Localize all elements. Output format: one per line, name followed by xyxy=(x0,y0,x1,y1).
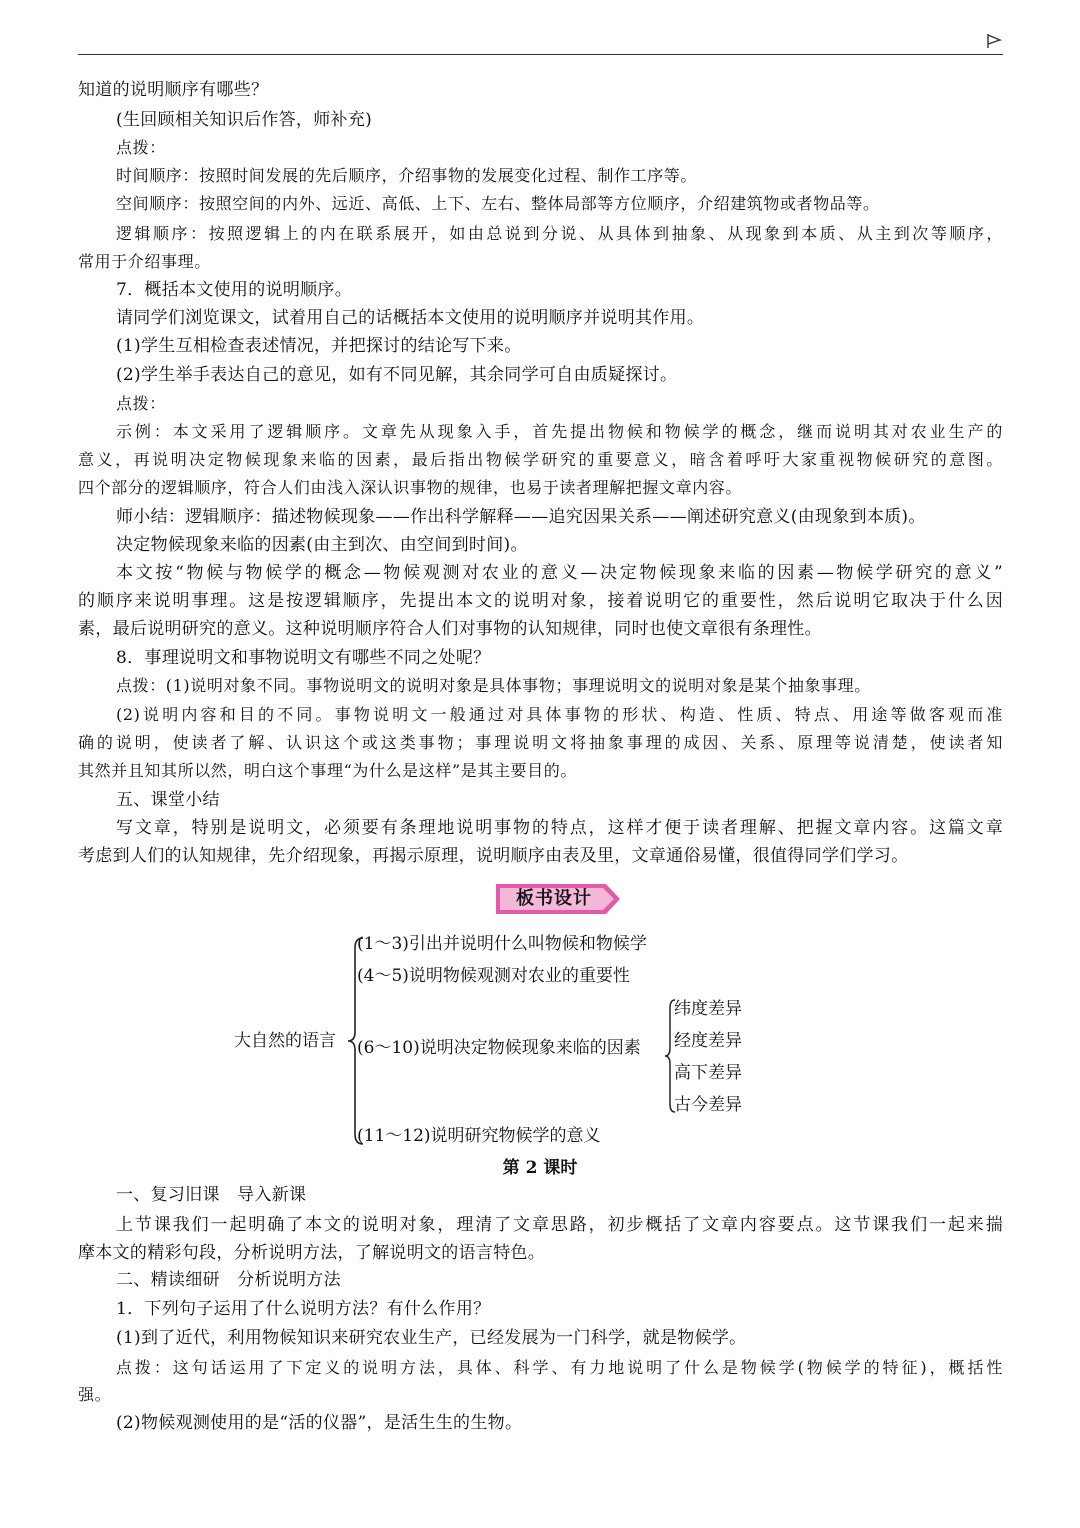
flag-icon xyxy=(985,33,1003,49)
header-rule xyxy=(78,54,1003,55)
text-line: 四个部分的逻辑顺序，符合人们由浅入深认识事物的规律，也易于读者理解把握文章内容。 xyxy=(78,478,743,497)
text-line: 知道的说明顺序有哪些？ xyxy=(78,80,269,100)
text-line: 逻辑顺序：按照逻辑上的内在联系展开，如由总说到分说、从具体到抽象、从现象到本质、从主到次等顺序， xyxy=(116,224,1003,243)
text-line: 请同学们浏览课文，试着用自己的话概括本文使用的说明顺序并说明其作用。 xyxy=(116,308,705,328)
text-line: 其然并且知其所以然，明白这个事理“为什么是这样”是其主要目的。 xyxy=(78,761,577,780)
board-item: (11～12)说明研究物候学的意义 xyxy=(357,1126,601,1146)
board-factor: 古今差异 xyxy=(674,1095,742,1115)
text-line: 上节课我们一起明确了本文的说明对象，理清了文章思路，初步概括了文章内容要点。这节课我们一起来揣 xyxy=(116,1215,1003,1235)
text-line: 7．概括本文使用的说明顺序。 xyxy=(116,280,353,300)
board-factor: 高下差异 xyxy=(674,1063,742,1083)
text-line: (2)说明内容和目的不同。事物说明文一般通过对具体事物的形状、构造、性质、特点、用途等做客观而准 xyxy=(116,705,1003,724)
text-line: (1)学生互相检查表述情况，并把探讨的结论写下来。 xyxy=(116,336,522,356)
text-line: 本文按“物候与物候学的概念—物候观测对农业的意义—决定物候现象来临的因素—物候学研究的意义” xyxy=(116,563,1003,583)
text-line: 二、精读细研 分析说明方法 xyxy=(116,1270,341,1290)
board-item: (1～3)引出并说明什么叫物候和物候学 xyxy=(357,934,647,954)
text-line: 1．下列句子运用了什么说明方法？有什么作用？ xyxy=(116,1299,491,1319)
text-line: 示例：本文采用了逻辑顺序。文章先从现象入手，首先提出物候和物候学的概念，继而说明其对农业生产的 xyxy=(116,422,1003,441)
board-title: 板书设计 xyxy=(516,888,592,909)
text-line: 点拨： xyxy=(116,138,166,157)
text-line: (2)物候观测使用的是“活的仪器”，是活生生的生物。 xyxy=(116,1413,523,1433)
text-line: 的顺序来说明事理。这是按逻辑顺序，先提出本文的说明对象，接着说明它的重要性，然后说明它取决于什么因 xyxy=(78,591,1003,611)
text-line: 决定物候现象来临的因素(由主到次、由空间到时间)。 xyxy=(116,535,528,555)
text-line: 8．事理说明文和事物说明文有哪些不同之处呢？ xyxy=(116,648,491,668)
text-line: 空间顺序：按照空间的内外、远近、高低、上下、左右、整体局部等方位顺序，介绍建筑物或者物品等。 xyxy=(116,194,880,213)
text-line: 确的说明，使读者了解、认识这个或这类事物；事理说明文将抽象事理的成因、关系、原理等说清楚，使读者知 xyxy=(78,733,1003,752)
text-line: 师小结：逻辑顺序：描述物候现象——作出科学解释——追究因果关系——阐述研究意义(由现象到本质)。 xyxy=(116,507,926,527)
text-line: (生回顾相关知识后作答，师补充) xyxy=(116,110,373,130)
text-line: 常用于介绍事理。 xyxy=(78,252,211,271)
text-line: (2)学生举手表达自己的意见，如有不同见解，其余同学可自由质疑探讨。 xyxy=(116,365,678,385)
board-factor: 纬度差异 xyxy=(674,999,742,1019)
text-line: 强。 xyxy=(78,1385,112,1404)
text-line: 写文章，特别是说明文，必须要有条理地说明事物的特点，这样才便于读者理解、把握文章内容。这篇文章 xyxy=(116,818,1003,838)
text-line: 点拨：(1)说明对象不同。事物说明文的说明对象是具体事物；事理说明文的说明对象是某个抽象事理。 xyxy=(116,676,871,695)
text-line: 考虑到人们的认知规律，先介绍现象，再揭示原理，说明顺序由表及里，文章通俗易懂，很值得同学们学习。 xyxy=(78,846,909,866)
text-line: 五、课堂小结 xyxy=(116,790,220,810)
board-item: (6～10)说明决定物候现象来临的因素 xyxy=(357,1038,641,1058)
text-line: 意义，再说明决定物候现象来临的因素，最后指出物候学研究的重要意义，暗含着呼吁大家重视物候研究的意图。 xyxy=(78,450,1003,469)
board-root: 大自然的语言 xyxy=(234,1031,336,1051)
board-factor: 经度差异 xyxy=(674,1031,742,1051)
text-line: 点拨： xyxy=(116,394,166,413)
lesson2-title: 第 2 课时 xyxy=(502,1158,578,1178)
text-line: 摩本文的精彩句段，分析说明方法，了解说明文的语言特色。 xyxy=(78,1243,546,1263)
board-item: (4～5)说明物候观测对农业的重要性 xyxy=(357,966,630,986)
text-line: (1)到了近代，利用物候知识来研究农业生产，已经发展为一门科学，就是物候学。 xyxy=(116,1328,747,1348)
text-line: 一、复习旧课 导入新课 xyxy=(116,1185,307,1205)
text-line: 时间顺序：按照时间发展的先后顺序，介绍事物的发展变化过程、制作工序等。 xyxy=(116,166,698,185)
text-line: 点拨：这句话运用了下定义的说明方法，具体、科学、有力地说明了什么是物候学(物候学的特征)，概括性 xyxy=(116,1358,1003,1377)
text-line: 素，最后说明研究的意义。这种说明顺序符合人们对事物的认知规律，同时也使文章很有条理性。 xyxy=(78,619,822,639)
